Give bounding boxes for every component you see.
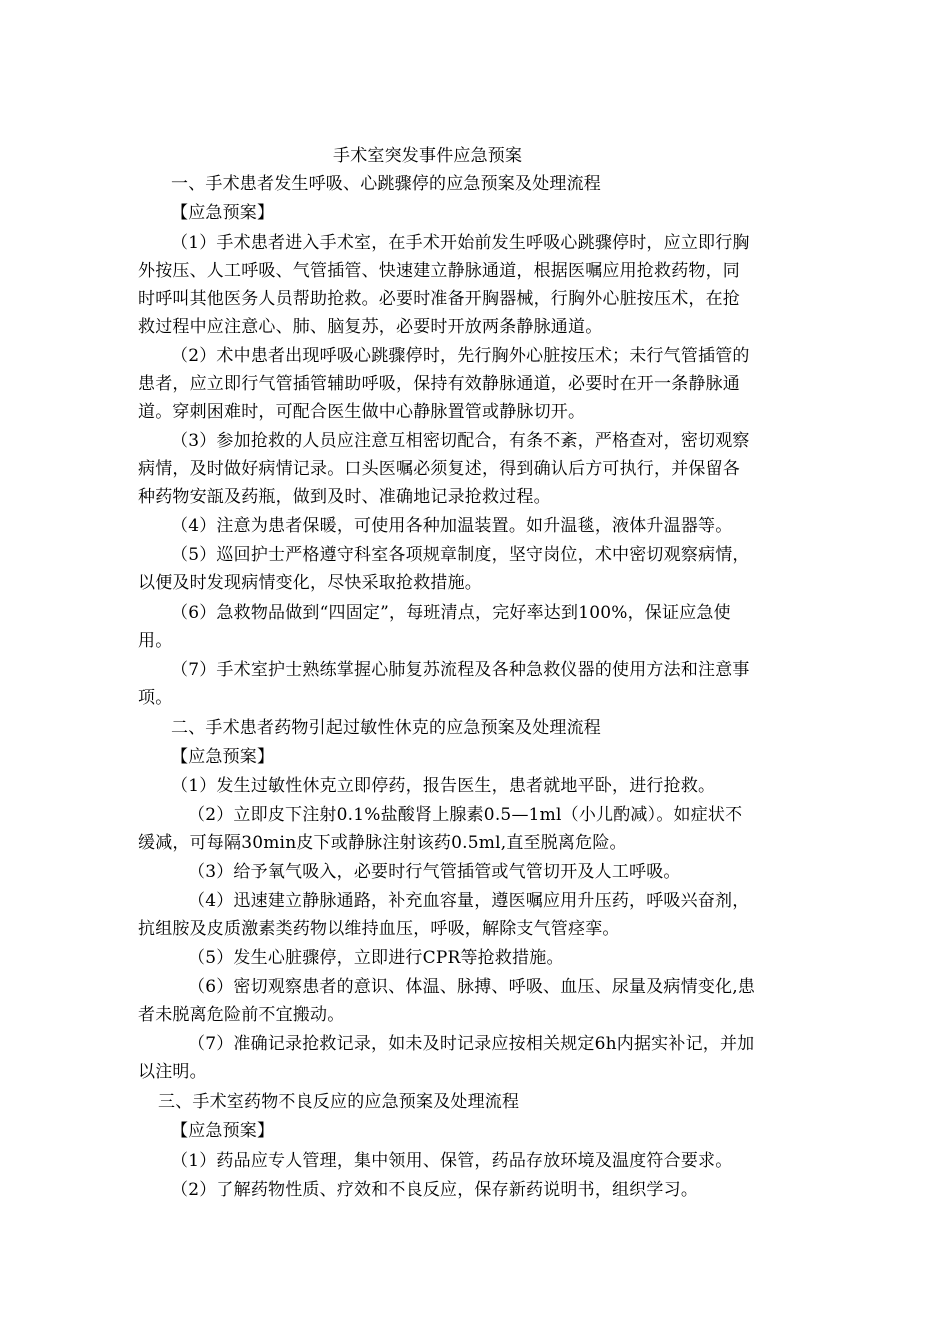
s1-p1-line1: （1）手术患者进入手术室，在手术开始前发生呼吸心跳骤停时，应立即行胸 bbox=[171, 233, 750, 253]
s1-p2-line1: （2）术中患者出现呼吸心跳骤停时，先行胸外心脏按压术；未行气管插管的 bbox=[171, 346, 750, 366]
s1-p3-line1: （3）参加抢救的人员应注意互相密切配合，有条不紊，严格查对，密切观察 bbox=[171, 431, 750, 451]
s2-p7-line2: 以注明。 bbox=[138, 1062, 207, 1082]
s2-p5-line1: （5）发生心脏骤停，立即进行CPR等抢救措施。 bbox=[188, 948, 564, 968]
s3-p1-line1: （1）药品应专人管理，集中领用、保管，药品存放环境及温度符合要求。 bbox=[171, 1151, 733, 1171]
s1-p3-line3: 种药物安瓿及药瓶，做到及时、准确地记录抢救过程。 bbox=[138, 487, 551, 507]
section-2-label: 【应急预案】 bbox=[171, 747, 275, 767]
s1-p5-line2: 以便及时发现病情变化，尽快采取抢救措施。 bbox=[138, 573, 482, 593]
s1-p2-line3: 道。穿刺困难时，可配合医生做中心静脉置管或静脉切开。 bbox=[138, 402, 586, 422]
document-title: 手术室突发事件应急预案 bbox=[333, 146, 523, 166]
s1-p1-line3: 时呼叫其他医务人员帮助抢救。必要时准备开胸器械，行胸外心脏按压术，在抢 bbox=[138, 289, 740, 309]
s3-p2-line1: （2）了解药物性质、疗效和不良反应，保存新药说明书，组织学习。 bbox=[171, 1180, 699, 1200]
section-1-label: 【应急预案】 bbox=[171, 203, 275, 223]
section-3-label: 【应急预案】 bbox=[171, 1121, 275, 1141]
s2-p4-line1: （4）迅速建立静脉通路，补充血容量，遵医嘱应用升压药，呼吸兴奋剂， bbox=[188, 891, 750, 911]
section-3-heading: 三、手术室药物不良反应的应急预案及处理流程 bbox=[158, 1092, 520, 1112]
s2-p6-line2: 者未脱离危险前不宜搬动。 bbox=[138, 1005, 345, 1025]
s1-p5-line1: （5）巡回护士严格遵守科室各项规章制度，坚守岗位，术中密切观察病情， bbox=[171, 545, 750, 565]
s2-p1-line1: （1）发生过敏性休克立即停药，报告医生，患者就地平卧，进行抢救。 bbox=[171, 776, 716, 796]
s2-p6-line1: （6）密切观察患者的意识、体温、脉搏、呼吸、血压、尿量及病情变化,患 bbox=[188, 977, 756, 997]
s2-p2-line1: （2）立即皮下注射0.1%盐酸肾上腺素0.5—1ml（小儿酌减）。如症状不 bbox=[188, 805, 743, 825]
s2-p3-line1: （3）给予氧气吸入，必要时行气管插管或气管切开及人工呼吸。 bbox=[188, 862, 681, 882]
s1-p4-line1: （4）注意为患者保暖，可使用各种加温装置。如升温毯，液体升温器等。 bbox=[171, 516, 733, 536]
s2-p4-line2: 抗组胺及皮质激素类药物以维持血压，呼吸，解除支气管痉挛。 bbox=[138, 919, 620, 939]
s1-p1-line2: 外按压、人工呼吸、气管插管、快速建立静脉通道，根据医嘱应用抢救药物，同 bbox=[138, 261, 740, 281]
s1-p7-line2: 项。 bbox=[138, 688, 173, 708]
section-1-heading: 一、手术患者发生呼吸、心跳骤停的应急预案及处理流程 bbox=[171, 174, 601, 194]
s1-p7-line1: （7）手术室护士熟练掌握心肺复苏流程及各种急救仪器的使用方法和注意事 bbox=[171, 660, 750, 680]
s1-p1-line4: 救过程中应注意心、肺、脑复苏，必要时开放两条静脉通道。 bbox=[138, 317, 603, 337]
s1-p6-line1: （6）急救物品做到“四固定”，每班清点，完好率达到100%，保证应急使 bbox=[171, 603, 731, 623]
s2-p7-line1: （7）准确记录抢救记录，如未及时记录应按相关规定6h内据实补记，并加 bbox=[188, 1034, 755, 1054]
s1-p6-line2: 用。 bbox=[138, 631, 173, 651]
section-2-heading: 二、手术患者药物引起过敏性休克的应急预案及处理流程 bbox=[171, 718, 601, 738]
s1-p3-line2: 病情，及时做好病情记录。口头医嘱必须复述，得到确认后方可执行，并保留各 bbox=[138, 459, 740, 479]
s1-p2-line2: 患者，应立即行气管插管辅助呼吸，保持有效静脉通道，必要时在开一条静脉通 bbox=[138, 374, 740, 394]
s2-p2-line2: 缓减，可每隔30min皮下或静脉注射该药0.5ml,直至脱离危险。 bbox=[138, 833, 627, 853]
